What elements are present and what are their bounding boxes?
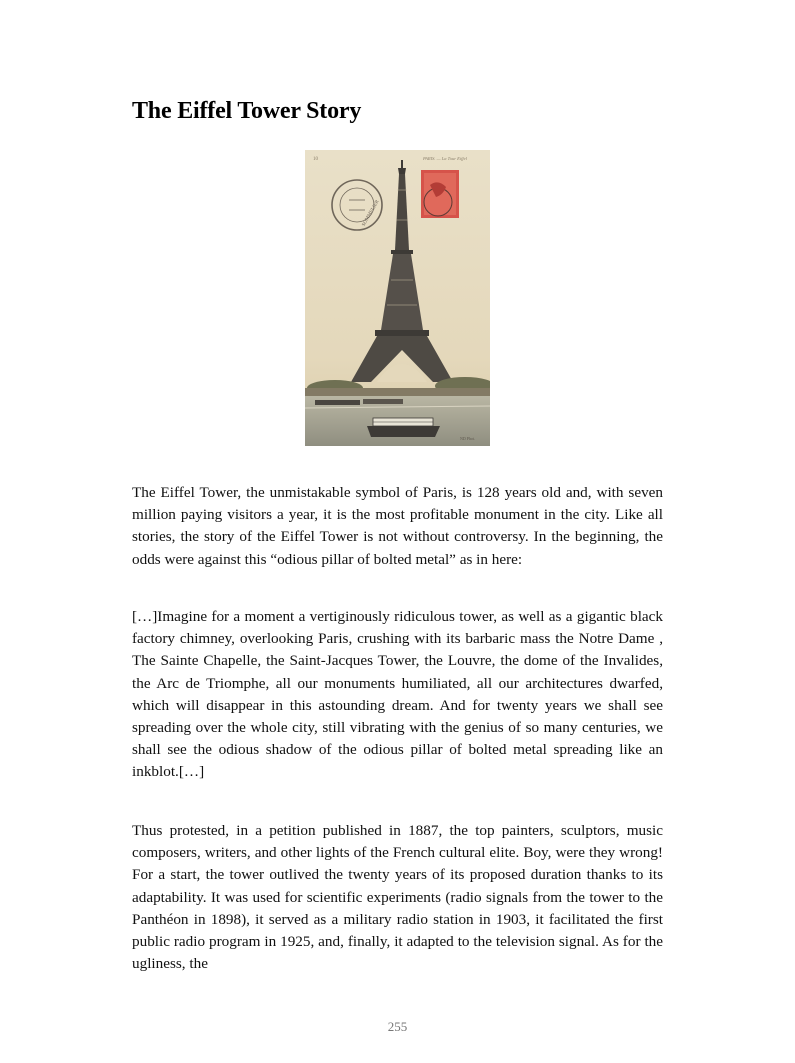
postcard-publisher-mark: ND Phot. bbox=[460, 436, 476, 441]
paragraph-intro: The Eiffel Tower, the unmistakable symbol of Paris, is 128 years old and, with seven million paying visitors a year, it is the most profitable monument in the city. Like all stories, the story of the Eiffel Tower is not without controversy. In the beginning, the odds were against this “odious pillar of bolted metal” as in here: bbox=[132, 484, 663, 568]
postcard-corner-number: 10 bbox=[313, 157, 318, 162]
eiffel-tower-postcard-image bbox=[305, 150, 490, 446]
postage-stamp bbox=[421, 170, 459, 218]
postcard-caption: PARIS. — La Tour Eiffel bbox=[423, 156, 467, 161]
page-number: 255 bbox=[387, 1019, 408, 1034]
postcard-illustration bbox=[305, 150, 490, 446]
postmark-text: SOMMELIER bbox=[361, 199, 381, 228]
page-title: The Eiffel Tower Story bbox=[132, 98, 362, 124]
paragraph-history: Thus protested, in a petition published in 1887, the top painters, sculptors, music composers, writers, and other lights of the French cultural elite. Boy, were they wrong! For a start, the tower outlived the twenty years of its proposed duration thanks to its adaptability. It was used for scientific experiments (radio signals from the tower to the Panthéon in 1898), it served as a military radio station in 1903, it facilitated the first public radio program in 1925, and, finally, it adapted to the television signal. As for the ugliness, the bbox=[132, 822, 663, 973]
paragraph-petition-quote: […]Imagine for a moment a vertiginously ridiculous tower, as well as a gigantic black factory chimney, overlooking Paris, crushing with its barbaric mass the Notre Dame , The Sainte Chapelle, the Saint-Jacques Tower, the Louvre, the dome of the Invalides, the Arc de Triomphe, all our monuments humiliated, all our architectures dwarfed, which will disappear in this astounding dream. And for twenty years we shall see spreading over the whole city, still vibrating with the genius of so many centuries, we shall see the odious shadow of the odious pillar of bolted metal spreading like an inkblot.[…] bbox=[132, 608, 663, 781]
